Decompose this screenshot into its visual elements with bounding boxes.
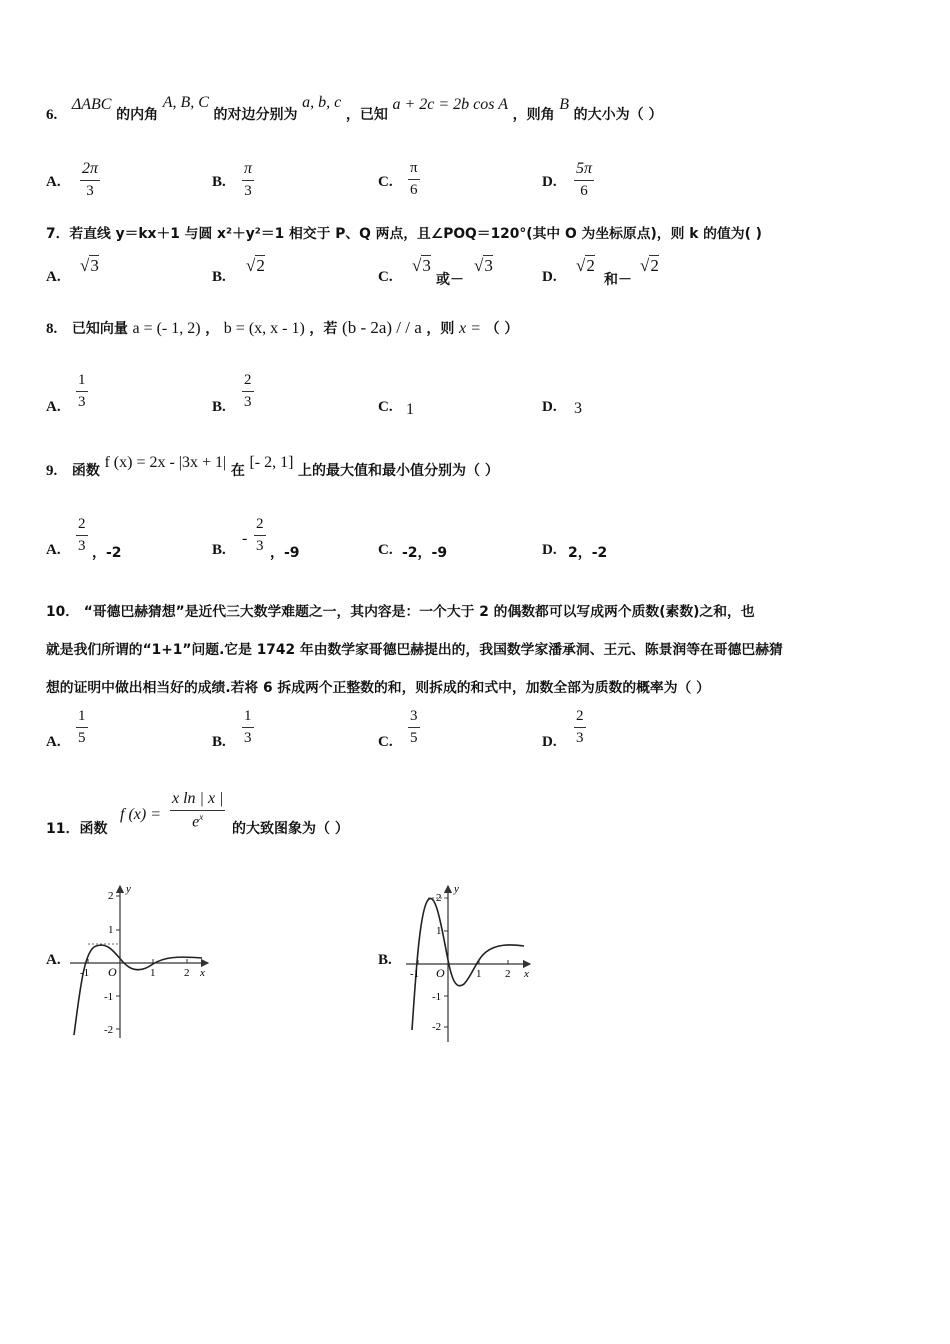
math-expr: a + 2c = 2b cos A xyxy=(392,96,508,113)
math-expr: B xyxy=(559,96,569,113)
math-expr: (b - 2a) / / a xyxy=(342,318,422,337)
x-tick-label: -1 xyxy=(80,967,90,979)
question-text: ，已知 xyxy=(345,107,388,123)
question-text: 函数 xyxy=(71,463,100,479)
option-b[interactable]: B. xyxy=(212,269,226,285)
question-8 xyxy=(46,318,518,338)
option-a[interactable]: A. xyxy=(46,174,61,190)
question-text: 已知向量 xyxy=(71,321,128,337)
math-fraction: $\frac{\text{x ln | x |}}{e^x}$ xyxy=(172,790,224,830)
x-tick-label: 2 xyxy=(184,967,190,979)
option-d[interactable]: D. xyxy=(542,542,557,558)
math-expr: a = (- 1, 2) xyxy=(132,320,201,337)
y-tick-label: 2 xyxy=(436,892,442,904)
y-tick-label: 1 xyxy=(108,924,114,936)
option-b-sign: - xyxy=(242,530,248,547)
question-text: 的对边分别为 xyxy=(213,107,298,123)
y-tick-label: -2 xyxy=(104,1024,114,1036)
question-7: 7．若直线 y＝kx＋1 与圆 x²＋y²＝1 相交于 P、Q 两点，且∠POQ＝120°(其中 O 为坐标原点)，则 k 的值为( ) xyxy=(46,226,762,242)
question-6 xyxy=(46,94,663,124)
option-c-value-2: √3 xyxy=(474,256,493,275)
option-c-value: 1 xyxy=(406,401,414,418)
question-text: ，则 xyxy=(426,321,455,337)
y-axis-label: y xyxy=(126,883,131,895)
x-tick-label: 2 xyxy=(505,968,511,980)
y-axis-label: y xyxy=(454,883,459,895)
question-10-line-2: 就是我们所谓的“1+1”问题.它是 1742 年由数学家哥德巴赫提出的，我国数学家潘承洞、王元、陈景润等在哥德巴赫猜 xyxy=(46,642,783,658)
q10-options xyxy=(46,708,766,758)
question-text: ， xyxy=(205,321,220,337)
question-11 xyxy=(46,790,466,840)
option-c[interactable]: C. xyxy=(378,269,393,285)
option-b[interactable]: B. xyxy=(378,952,392,968)
option-d-value: $\frac{5\pi}{6}$ xyxy=(576,160,593,199)
question-10-line-3: 想的证明中做出相当好的成绩.若将 6 拆成两个正整数的和，则拆成的和式中，加数全部为质数的概率为（ ） xyxy=(46,680,710,696)
math-expr: a, b, c xyxy=(302,94,342,111)
option-b-value: $\frac{2}{3}$ xyxy=(244,372,252,410)
question-text: 在 xyxy=(230,463,245,479)
option-c-value: -2，-9 xyxy=(402,545,448,561)
question-number: 9. xyxy=(46,463,58,479)
option-a-value: $\frac{2}{3}$ xyxy=(78,516,86,554)
option-d-value: √2 xyxy=(576,256,595,275)
x-axis-label: x xyxy=(524,968,529,980)
question-number: 6. xyxy=(46,107,58,123)
option-d-value: 2，-2 xyxy=(568,545,608,561)
graph-b[interactable] xyxy=(404,880,539,1045)
math-expr: b = (x, x - 1) xyxy=(223,320,305,337)
option-a[interactable]: A. xyxy=(46,542,61,558)
option-d-value: $\frac{2}{3}$ xyxy=(576,708,584,746)
option-b-value: √2 xyxy=(246,256,265,275)
x-tick-label: -1 xyxy=(410,968,420,980)
option-a-tail: ，-2 xyxy=(92,545,122,561)
question-text: ，若 xyxy=(309,321,338,337)
option-b-value: $\frac{1}{3}$ xyxy=(244,708,252,746)
option-b[interactable]: B. xyxy=(212,542,226,558)
question-text: 的大致图象为（ ） xyxy=(232,821,349,837)
option-a-value: $\frac{1}{5}$ xyxy=(78,708,86,746)
option-c[interactable]: C. xyxy=(378,174,393,190)
q7-options xyxy=(46,256,766,288)
x-tick-label: 1 xyxy=(476,968,482,980)
y-tick-label: 1 xyxy=(436,925,442,937)
option-c-value: √3 xyxy=(412,256,431,275)
option-a[interactable]: A. xyxy=(46,269,61,285)
option-a[interactable]: A. xyxy=(46,952,61,968)
option-c-value: $\frac{\pi}{6}$ xyxy=(410,160,418,198)
option-c-value: $\frac{3}{5}$ xyxy=(410,708,418,746)
option-b-tail: ，-9 xyxy=(270,545,300,561)
question-text: 的内角 xyxy=(116,107,159,123)
option-d[interactable]: D. xyxy=(542,269,557,285)
math-expr: x = xyxy=(459,320,481,337)
question-text: （ ） xyxy=(485,321,519,337)
option-a-value: √3 xyxy=(80,256,99,275)
y-tick-label: -1 xyxy=(432,991,442,1003)
math-expr: f (x) = xyxy=(120,806,161,823)
origin-label: O xyxy=(436,966,445,980)
math-expr: [- 2, 1] xyxy=(249,454,294,471)
y-tick-label: 2 xyxy=(108,890,114,902)
option-c[interactable]: C. xyxy=(378,399,393,415)
graph-a[interactable] xyxy=(68,880,218,1040)
question-9 xyxy=(46,454,499,480)
q8-options xyxy=(46,372,766,422)
option-d-value-2: √2 xyxy=(640,256,659,275)
option-d[interactable]: D. xyxy=(542,399,557,415)
graph-b-plot xyxy=(404,880,539,1045)
option-d-value: 3 xyxy=(574,400,582,417)
option-a-value: $\frac{2\pi}{3}$ xyxy=(82,160,99,199)
question-number: 8. xyxy=(46,321,58,337)
option-d[interactable]: D. xyxy=(542,734,557,750)
question-text: ，则角 xyxy=(512,107,555,123)
x-tick-label: 1 xyxy=(150,967,156,979)
graph-a-plot xyxy=(68,880,218,1040)
option-b-value: $\frac{\pi}{3}$ xyxy=(244,160,253,199)
question-10-line-1: 10． “哥德巴赫猜想”是近代三大数学难题之一，其内容是：一个大于 2 的偶数都可以写成两个质数(素数)之和，也 xyxy=(46,604,755,620)
option-c[interactable]: C. xyxy=(378,734,393,750)
math-expr: ΔABC xyxy=(71,96,112,113)
option-b-value: $\frac{2}{3}$ xyxy=(256,516,264,554)
math-expr: A, B, C xyxy=(162,94,209,111)
option-b[interactable]: B. xyxy=(212,399,226,415)
question-text: 上的最大值和最小值分别为（ ） xyxy=(298,463,499,479)
y-tick-label: -2 xyxy=(432,1021,442,1033)
option-d-joiner: 和－ xyxy=(604,272,632,288)
x-axis-label: x xyxy=(200,967,205,979)
option-d[interactable]: D. xyxy=(542,174,557,190)
option-a[interactable]: A. xyxy=(46,734,61,750)
option-c-joiner: 或－ xyxy=(436,272,464,288)
q9-options xyxy=(46,516,766,566)
math-expr: f (x) = 2x - |3x + 1| xyxy=(104,454,227,471)
curve-a xyxy=(74,945,202,1035)
option-b[interactable]: B. xyxy=(212,734,226,750)
question-text: 11．函数 xyxy=(46,821,108,837)
option-a-value: $\frac{1}{3}$ xyxy=(78,372,86,410)
question-text: 的大小为（ ） xyxy=(573,107,663,123)
option-b[interactable]: B. xyxy=(212,174,226,190)
option-c[interactable]: C. xyxy=(378,542,393,558)
option-a[interactable]: A. xyxy=(46,399,61,415)
origin-label: O xyxy=(108,965,117,979)
y-tick-label: -1 xyxy=(104,991,114,1003)
